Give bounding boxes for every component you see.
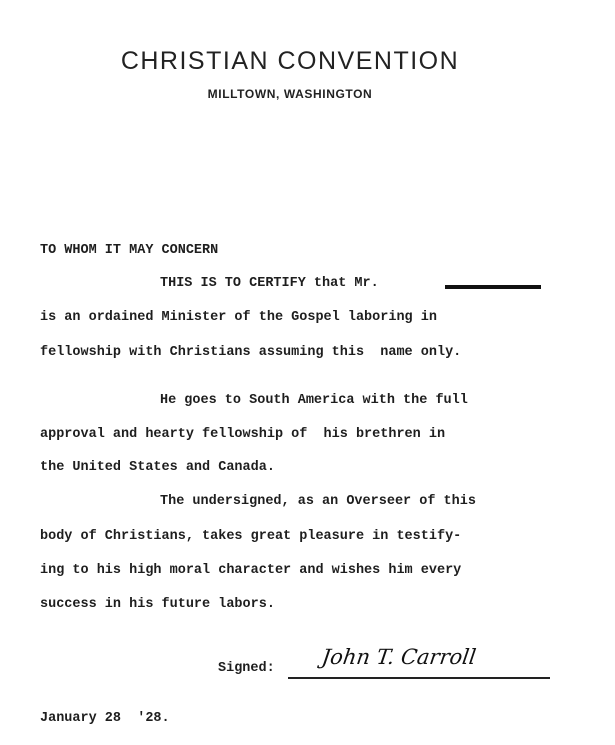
- body-line: the United States and Canada.: [40, 460, 275, 475]
- body-line: The undersigned, as an Overseer of this: [160, 494, 476, 509]
- body-line: He goes to South America with the full: [160, 393, 468, 408]
- body-line: success in his future labors.: [40, 597, 275, 612]
- body-line: ing to his high moral character and wishes him every: [40, 563, 462, 578]
- letterhead-location: MILLTOWN, WASHINGTON: [207, 87, 373, 101]
- body-line: approval and hearty fellowship of his brethren in: [40, 427, 446, 442]
- date-line: January 28 '28.: [40, 711, 170, 726]
- body-line: body of Christians, takes great pleasure in testify-: [40, 529, 462, 544]
- signed-label: Signed:: [218, 661, 275, 676]
- name-blank-line: [445, 285, 541, 289]
- certify-line: THIS IS TO CERTIFY that Mr.: [160, 276, 379, 291]
- salutation: TO WHOM IT MAY CONCERN: [40, 243, 219, 258]
- handwritten-signature: John T. Carroll: [320, 645, 478, 669]
- body-line: is an ordained Minister of the Gospel laboring in: [40, 310, 437, 325]
- letterhead-title: CHRISTIAN CONVENTION: [120, 47, 460, 75]
- body-line: fellowship with Christians assuming this name only.: [40, 345, 462, 360]
- signature-line: [288, 677, 550, 679]
